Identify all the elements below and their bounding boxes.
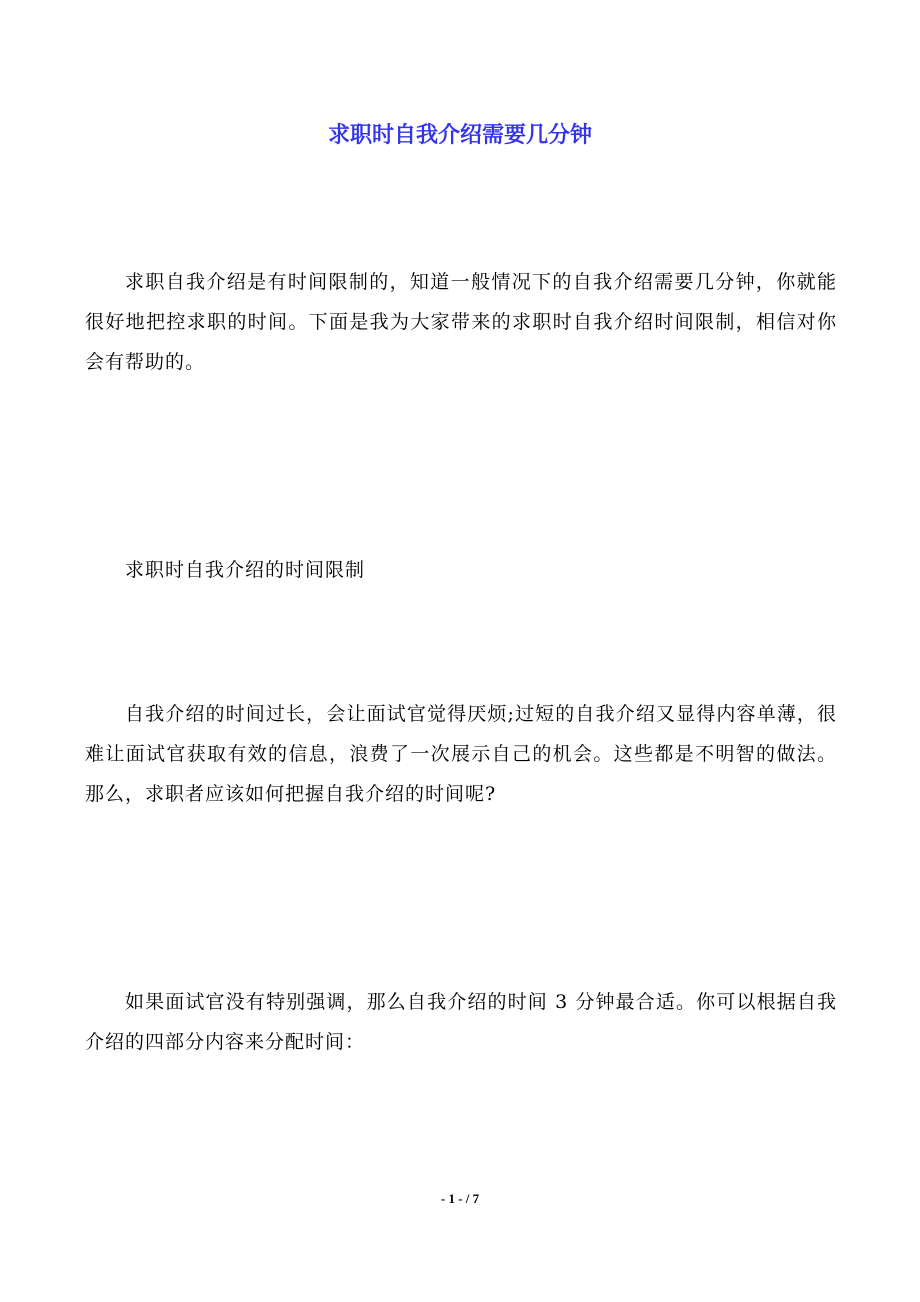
page-number: - 1 - / 7 (440, 1191, 480, 1206)
document-title: 求职时自我介绍需要几分钟 (327, 123, 592, 148)
paragraph-three-minutes: 如果面试官没有特别强调，那么自我介绍的时间 3 分钟最合适。你可以根据自我介绍的四部分内容来分配时间： (85, 991, 837, 1053)
section-heading: 求职时自我介绍的时间限制 (125, 559, 366, 581)
paragraph-time-length: 自我介绍的时间过长，会让面试官觉得厌烦;过短的自我介绍又显得内容单薄，很难让面试官获取有效的信息，浪费了一次展示自己的机会。这些都是不明智的做法。那么，求职者应该如何把握自我介绍的时间呢? (85, 703, 837, 805)
paragraph-intro: 求职自我介绍是有时间限制的，知道一般情况下的自我介绍需要几分钟，你就能很好地把控求职的时间。下面是我为大家带来的求职时自我介绍时间限制，相信对你会有帮助的。 (85, 271, 837, 373)
